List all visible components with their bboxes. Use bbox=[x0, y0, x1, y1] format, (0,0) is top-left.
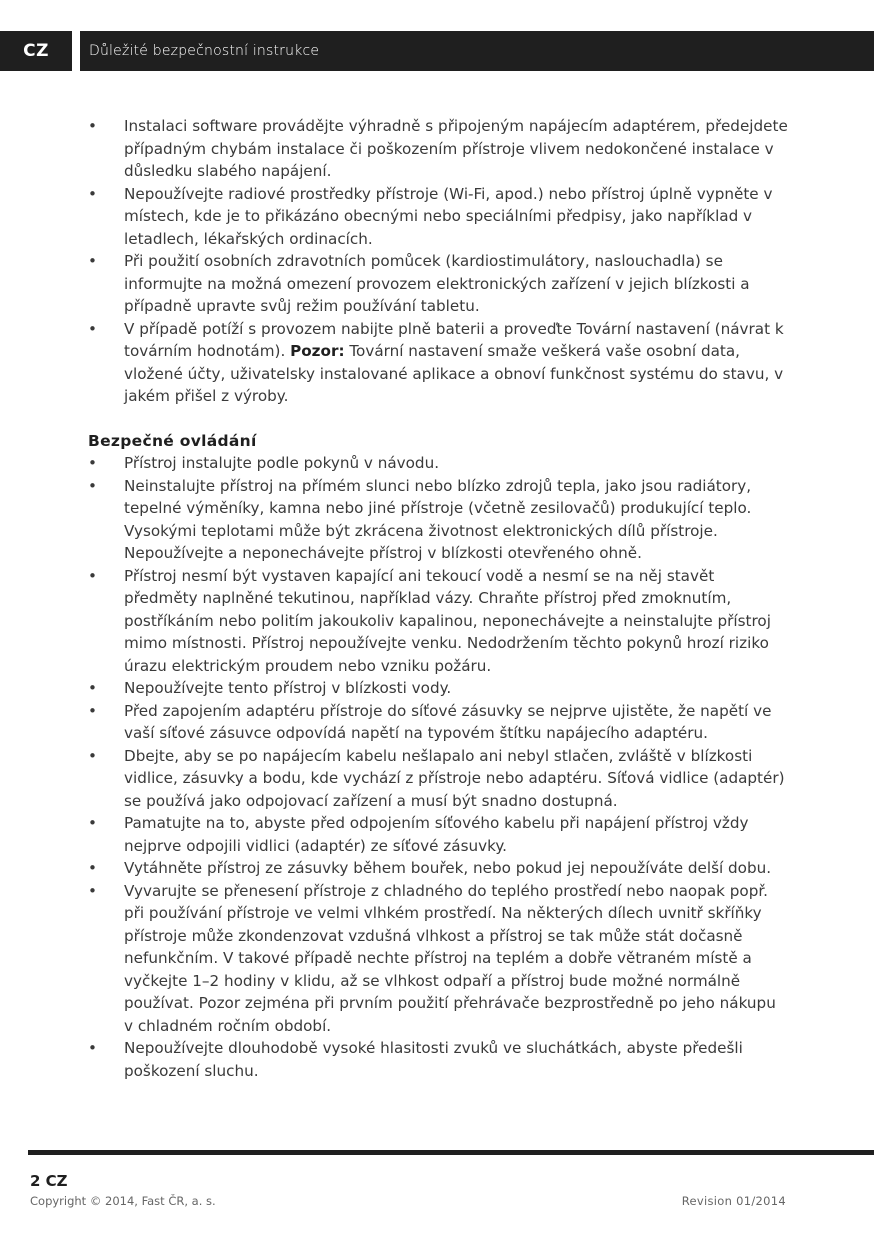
list-item: • Instalaci software provádějte výhradně s připojeným napájecím adaptérem, předejdete případným chybám instalace či poškozením přístroje vlivem nedokončené instalace v důsledku slabého napájení. bbox=[88, 115, 788, 183]
list-item bbox=[88, 318, 788, 408]
copyright-text: Copyright © 2014, Fast ČR, a. s. bbox=[30, 1194, 216, 1208]
page-number: 2 CZ bbox=[30, 1172, 68, 1190]
list-item: • Dbejte, aby se po napájecím kabelu nešlapalo ani nebyl stlačen, zvláště v blízkosti vidlice, zásuvky a bodu, kde vychází z přístroje nebo adaptéru. Síťová vidlice (adaptér) se používá jako odpojovací zařízení a musí být snadno dostupná. bbox=[88, 745, 788, 813]
list-item-text: Tovární nastavení smaže veškerá vaše osobní data, vložené účty, uživatelsky instalované aplikace a obnoví funkčnost systému do stavu, v jakém přišel z výroby. bbox=[124, 342, 784, 405]
list-item: • Přístroj instalujte podle pokynů v návodu. bbox=[88, 452, 788, 475]
revision-text: Revision 01/2014 bbox=[681, 1194, 786, 1208]
list-item-text: V případě potíží s provozem nabijte plně baterii a proveďte Tovární nastavení (návrat k továrním hodnotám). bbox=[124, 319, 784, 360]
header-bar bbox=[0, 31, 874, 71]
list-item: • Před zapojením adaptéru přístroje do síťové zásuvky se nejprve ujistěte, že napětí ve vaší síťové zásuvce odpovídá napětí na typovém štítku napájecího adaptéru. bbox=[88, 700, 788, 745]
warning-label: Pozor: bbox=[290, 342, 345, 360]
list-item: • Nepoužívejte dlouhodobě vysoké hlasitosti zvuků ve sluchátkách, abyste předešli poškození sluchu. bbox=[88, 1037, 788, 1082]
page-content bbox=[88, 115, 788, 1082]
list-item: • Vytáhněte přístroj ze zásuvky během bouřek, nebo pokud jej nepoužíváte delší dobu. bbox=[88, 857, 788, 880]
list-item: • Nepoužívejte tento přístroj v blízkosti vody. bbox=[88, 677, 788, 700]
list-item: • Přístroj nesmí být vystaven kapající ani tekoucí vodě a nesmí se na něj stavět předměty naplněné tekutinou, například vázy. Chraňte přístroj před zmoknutím, postříkáním nebo politím jakoukoliv kapalinou, neponechávejte a neinstalujte přístroj mimo místnosti. Přístroj nepoužívejte venku. Nedodržením těchto pokynů hrozí riziko úrazu elektrickým proudem nebo vzniku požáru. bbox=[88, 565, 788, 678]
list-item: • Vyvarujte se přenesení přístroje z chladného do teplého prostředí nebo naopak popř. při používání přístroje ve velmi vlhkém prostředí. Na některých dílech uvnitř skříňky přístroje může zkondenzovat vzdušná vlhkost a přístroj se tak může stát dočasně nefunkčním. V takové případě nechte přístroj na teplém a dobře větraném místě a vyčkejte 1–2 hodiny v klidu, až se vlhkost odpaří a přístroj bude možné normálně používat. Pozor zejména při prvním použití přehrávače bezprostředně po jeho nákupu v chladném ročním období. bbox=[88, 880, 788, 1038]
instruction-list-1 bbox=[88, 115, 788, 408]
instruction-list-2 bbox=[88, 452, 788, 1082]
list-item: • Neinstalujte přístroj na přímém slunci nebo blízko zdrojů tepla, jako jsou radiátory, tepelné výměníky, kamna nebo jiné přístroje (včetně zesilovačů) produkující teplo. Vysokými teplotami může být zkrácena životnost elektronických dílů přístroje. Nepoužívejte a neponechávejte přístroj v blízkosti otevřeného ohně. bbox=[88, 475, 788, 565]
list-item: • Nepoužívejte radiové prostředky přístroje (Wi-Fi, apod.) nebo přístroj úplně vypněte v místech, kde je to přikázáno obecnými nebo speciálními předpisy, jako například v letadlech, lékařských ordinacích. bbox=[88, 183, 788, 251]
header-title: Důležité bezpečnostní instrukce bbox=[89, 43, 320, 59]
footer-divider bbox=[28, 1150, 874, 1155]
list-item: • Pamatujte na to, abyste před odpojením síťového kabelu při napájení přístroj vždy nejprve odpojili vidlici (adaptér) ze síťové zásuvky. bbox=[88, 812, 788, 857]
header-separator bbox=[72, 31, 80, 71]
language-badge: CZ bbox=[23, 41, 49, 61]
section-heading: Bezpečné ovládání bbox=[88, 431, 257, 450]
list-item: • Při použití osobních zdravotních pomůcek (kardiostimulátory, naslouchadla) se informujte na možná omezení provozem elektronických zařízení v jejich blízkosti a případně upravte svůj režim používání tabletu. bbox=[88, 250, 788, 318]
